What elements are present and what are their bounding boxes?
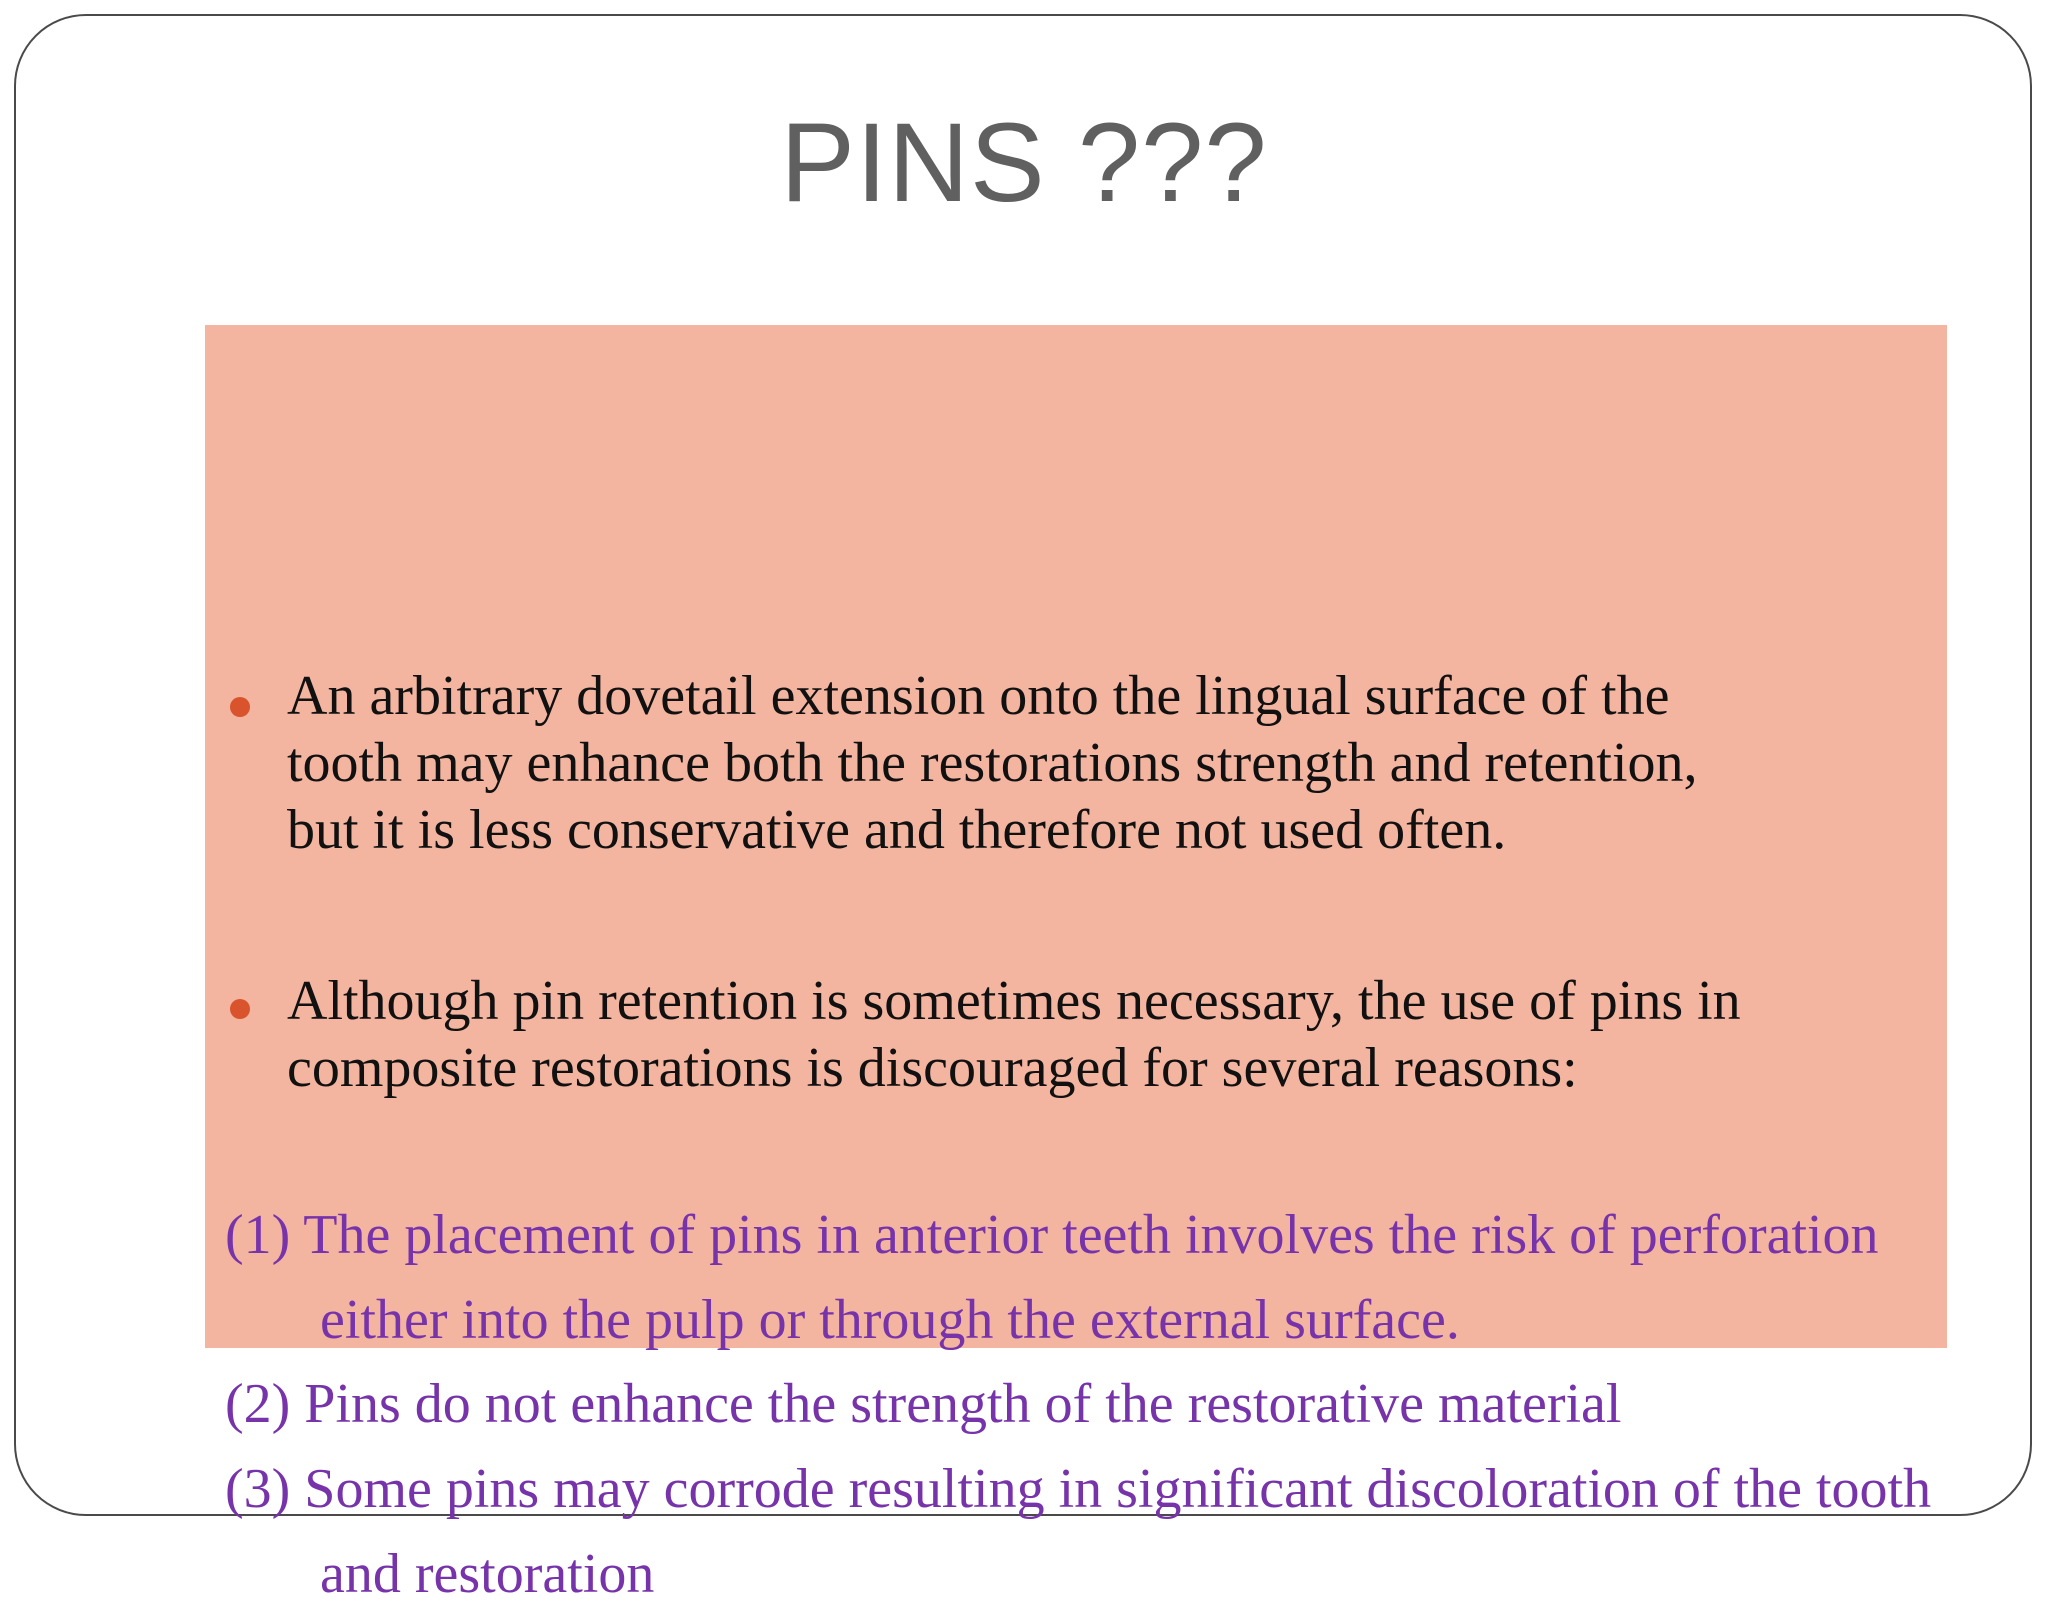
content-box: [205, 325, 1947, 1605]
slide-title: PINS ???: [780, 100, 1268, 225]
reason-item: (3) Some pins may corrode resulting in significant discoloration of the tooth and restoration: [225, 1458, 1932, 1605]
reason-item: (2) Pins do not enhance the strength of the restorative material: [225, 1373, 1622, 1435]
reason-item: (1) The placement of pins in anterior teeth involves the risk of perforation either into the pulp or through the external surface.: [225, 1204, 1879, 1351]
bullet-dot-icon: [230, 697, 250, 717]
bullet-text: Although pin retention is sometimes necessary, the use of pins in composite restorations is discouraged for several reasons:: [287, 970, 1741, 1099]
bullet-text: An arbitrary dovetail extension onto the lingual surface of the tooth may enhance both the restorations strength and retention, but it is less conservative and therefore not used often.: [287, 665, 1698, 861]
bullet-dot-icon: [230, 999, 250, 1019]
